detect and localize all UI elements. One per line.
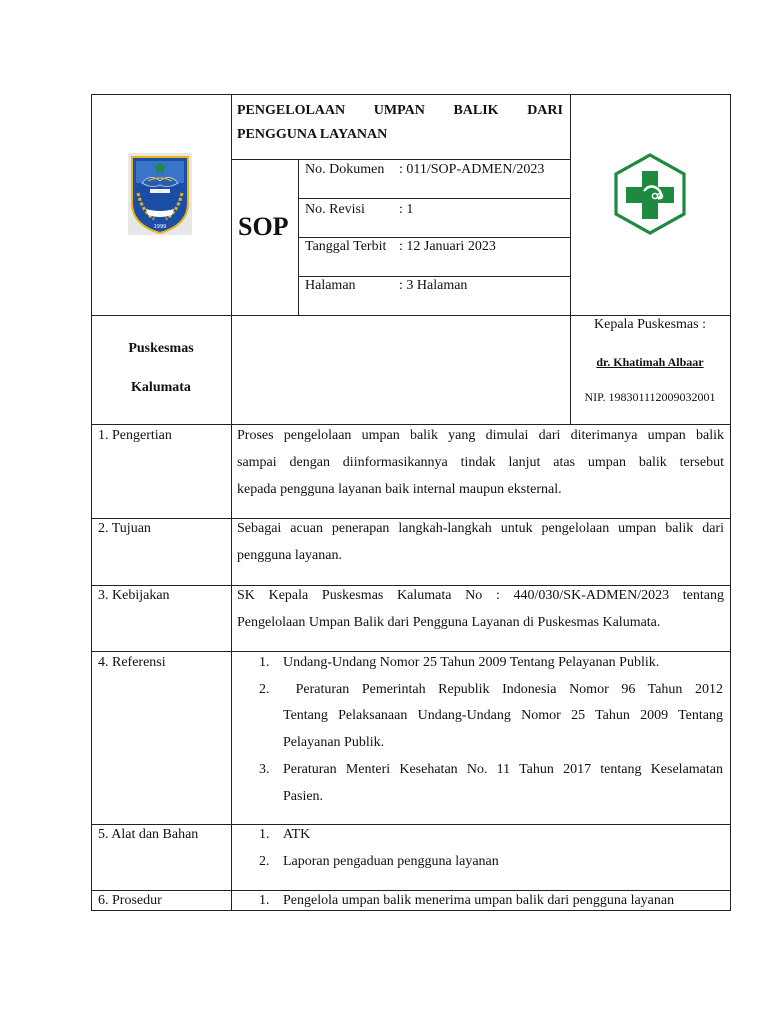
meta-value-tanggal-terbit: : 12 Januari 2023	[399, 239, 496, 254]
row-divider	[91, 585, 731, 586]
meta-column-divider	[298, 159, 299, 316]
table-border-bottom	[91, 910, 731, 911]
title-word: BALIK	[453, 103, 499, 118]
kepala-nip: NIP. 198301112009032001	[584, 390, 716, 404]
table-border-top	[91, 94, 731, 95]
meta-value-no-dokumen: : 011/SOP-ADMEN/2023	[399, 162, 545, 177]
pengertian-line: sampai dengan diinformasikannya tindak lanjut atas umpan balik tersebut	[237, 455, 724, 470]
puskesmas-name: Kalumata	[131, 380, 191, 395]
meta-label-no-dokumen: No. Dokumen	[305, 162, 385, 177]
meta-label-no-revisi: No. Revisi	[305, 202, 365, 217]
referensi-number: 3.	[259, 762, 270, 777]
section-label-tujuan: 2. Tujuan	[98, 521, 151, 536]
row-divider	[91, 651, 731, 652]
referensi-item-line: Pelayanan Publik.	[283, 735, 385, 750]
referensi-item-line: Tentang Pelaksanaan Undang-Undang Nomor 25 Tahun 2009 Tentang	[283, 708, 723, 723]
regional-emblem-logo	[128, 153, 192, 235]
puskesmas-logo	[614, 153, 686, 235]
puskesmas-label: Puskesmas	[128, 341, 194, 356]
alat-number: 1.	[259, 827, 270, 842]
referensi-item-line: Undang-Undang Nomor 25 Tahun 2009 Tentang Pelayanan Publik.	[283, 655, 660, 670]
meta-value-no-revisi: : 1	[399, 202, 414, 217]
row-divider	[91, 890, 731, 891]
kebijakan-line: Pengelolaan Umpan Balik dari Pengguna Layanan di Puskesmas Kalumata.	[237, 615, 661, 630]
alat-item: ATK	[283, 827, 311, 842]
header-divider	[91, 315, 731, 316]
meta-divider	[298, 198, 570, 199]
section-label-alat-bahan: 5. Alat dan Bahan	[98, 827, 199, 842]
pengertian-line: Proses pengelolaan umpan balik yang dimulai dari diterimanya umpan balik	[237, 428, 724, 443]
prosedur-item: Pengelola umpan balik menerima umpan balik dari pengguna layanan	[283, 893, 675, 908]
prosedur-number: 1.	[259, 893, 270, 908]
meta-divider	[298, 276, 570, 277]
section-label-kebijakan: 3. Kebijakan	[98, 588, 170, 603]
referensi-item-line: Pasien.	[283, 789, 324, 804]
meta-divider	[298, 237, 570, 238]
kepala-title: Kepala Puskesmas :	[594, 317, 706, 332]
alat-number: 2.	[259, 854, 270, 869]
row-divider	[91, 824, 731, 825]
referensi-item-line: Peraturan Pemerintah Republik Indonesia Nomor 96 Tahun 2012	[283, 682, 724, 697]
row-divider	[91, 518, 731, 519]
section-label-referensi: 4. Referensi	[98, 655, 166, 670]
title-word: UMPAN	[373, 103, 425, 118]
document-title-line2: PENGGUNA LAYANAN	[237, 127, 388, 142]
row-divider	[91, 424, 731, 425]
title-word: DARI	[527, 103, 563, 118]
meta-value-halaman: : 3 Halaman	[399, 278, 468, 293]
section-label-pengertian: 1. Pengertian	[98, 428, 172, 443]
tujuan-line: pengguna layanan.	[237, 548, 342, 563]
alat-item: Laporan pengaduan pengguna layanan	[283, 854, 499, 869]
kepala-name-text: dr. Khatimah Albaar	[596, 355, 704, 369]
table-border-right	[730, 94, 731, 911]
referensi-number: 1.	[259, 655, 270, 670]
document-title-line1	[237, 103, 563, 119]
meta-label-tanggal-terbit: Tanggal Terbit	[305, 239, 387, 254]
tujuan-line: Sebagai acuan penerapan langkah-langkah untuk pengelolaan umpan balik dari	[237, 521, 724, 536]
referensi-item-line: Peraturan Menteri Kesehatan No. 11 Tahun 2017 tentang Keselamatan	[283, 762, 723, 777]
pengertian-line: kepada pengguna layanan baik internal maupun eksternal.	[237, 482, 562, 497]
title-word: PENGELOLAAN	[237, 103, 346, 118]
column-divider	[231, 94, 232, 911]
logo-year: 1999	[153, 224, 167, 230]
section-label-prosedur: 6. Prosedur	[98, 893, 162, 908]
meta-label-halaman: Halaman	[305, 278, 356, 293]
title-divider	[231, 159, 570, 160]
sop-label: SOP	[238, 212, 289, 241]
kebijakan-line: SK Kepala Puskesmas Kalumata No : 440/030/SK-ADMEN/2023 tentang	[237, 588, 724, 603]
kepala-name	[570, 354, 730, 370]
column-divider	[570, 94, 571, 425]
referensi-number: 2.	[259, 682, 270, 697]
table-border-left	[91, 94, 92, 911]
